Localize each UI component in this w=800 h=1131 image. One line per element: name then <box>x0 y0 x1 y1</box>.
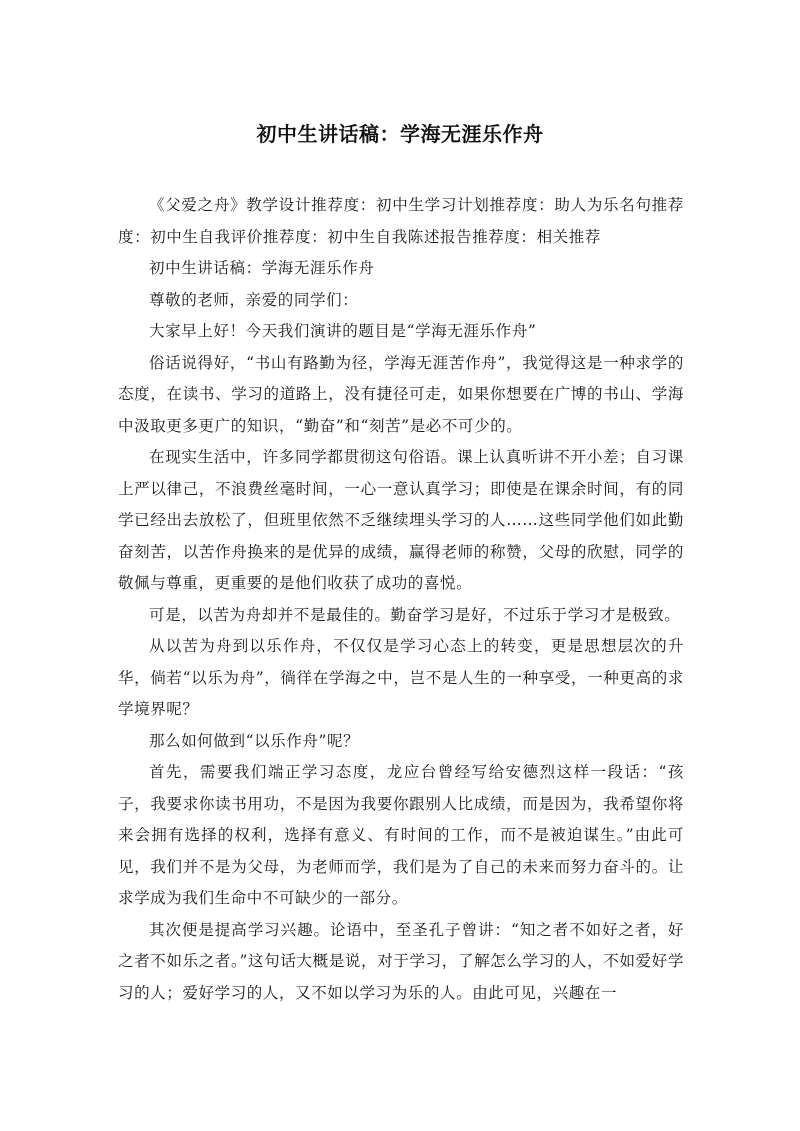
paragraph-first-point: 首先，需要我们端正学习态度，龙应台曾经写给安德烈这样一段话：“孩子，我要求你读书用功，不是因为我要你跟别人比成绩，而是因为，我希望你将来会拥有选择的权利，选择有意义、有时间的工作，而不是被迫谋生。”由此可见，我们并不是为父母，为老师而学，我们是为了自己的未来而努力奋斗的。让求学成为我们生命中不可缺少的一部分。 <box>118 763 684 907</box>
paragraph-greeting: 大家早上好！今天我们演讲的题目是“学海无涯乐作舟” <box>149 322 537 340</box>
paragraph-reality: 在现实生活中，许多同学都贯彻这句俗语。课上认真听讲不开小差；自习课上严以律己，不浪费丝毫时间，一心一意认真学习；即使是在课余时间，有的同学已经出去放松了，但班里依然不乏继续埋头学习的人……这些同学他们如此勤奋刻苦，以苦作舟换来的是优异的成绩，赢得老师的称赞，父母的欣慰，同学的敬佩与尊重，更重要的是他们收获了成功的喜悦。 <box>118 448 684 592</box>
paragraph-subtitle: 初中生讲话稿：学海无涯乐作舟 <box>149 259 375 277</box>
paragraph-transition: 从以苦为舟到以乐作舟，不仅仅是学习心态上的转变，更是思想层次的升华，倘若“以乐为舟”，徜徉在学海之中，岂不是人生的一种享受，一种更高的求学境界呢？ <box>118 637 684 718</box>
paragraph-question: 那么如何做到“以乐作舟”呢？ <box>149 731 360 750</box>
paragraph-however: 可是，以苦为舟却并不是最佳的。勤奋学习是好，不过乐于学习才是极致。 <box>149 605 681 624</box>
paragraph-proverb: 俗话说得好，“书山有路勤为径，学海无涯苦作舟”，我觉得这是一种求学的态度，在读书、学习的道路上，没有捷径可走，如果你想要在广博的书山、学海中汲取更多更广的知识，“勤奋”和“刻苦”是必不可少的。 <box>118 353 684 435</box>
paragraph-salutation: 尊敬的老师，亲爱的同学们： <box>149 290 359 309</box>
document-title: 初中生讲话稿：学海无涯乐作舟 <box>256 122 544 146</box>
document-body <box>118 190 684 1009</box>
paragraph-second-point: 其次便是提高学习兴趣。论语中，至圣孔子曾讲：“知之者不如好之者，好之者不如乐之者。”这句话大概是说，对于学习，了解怎么学习的人，不如爱好学习的人；爱好学习的人，又不如以学习为乐的人。由此可见，兴趣在一 <box>118 920 684 1002</box>
paragraph-recommendations: 《父爱之舟》教学设计推荐度：初中生学习计划推荐度：助人为乐名句推荐度：初中生自我评价推荐度：初中生自我陈述报告推荐度：相关推荐 <box>118 196 684 246</box>
